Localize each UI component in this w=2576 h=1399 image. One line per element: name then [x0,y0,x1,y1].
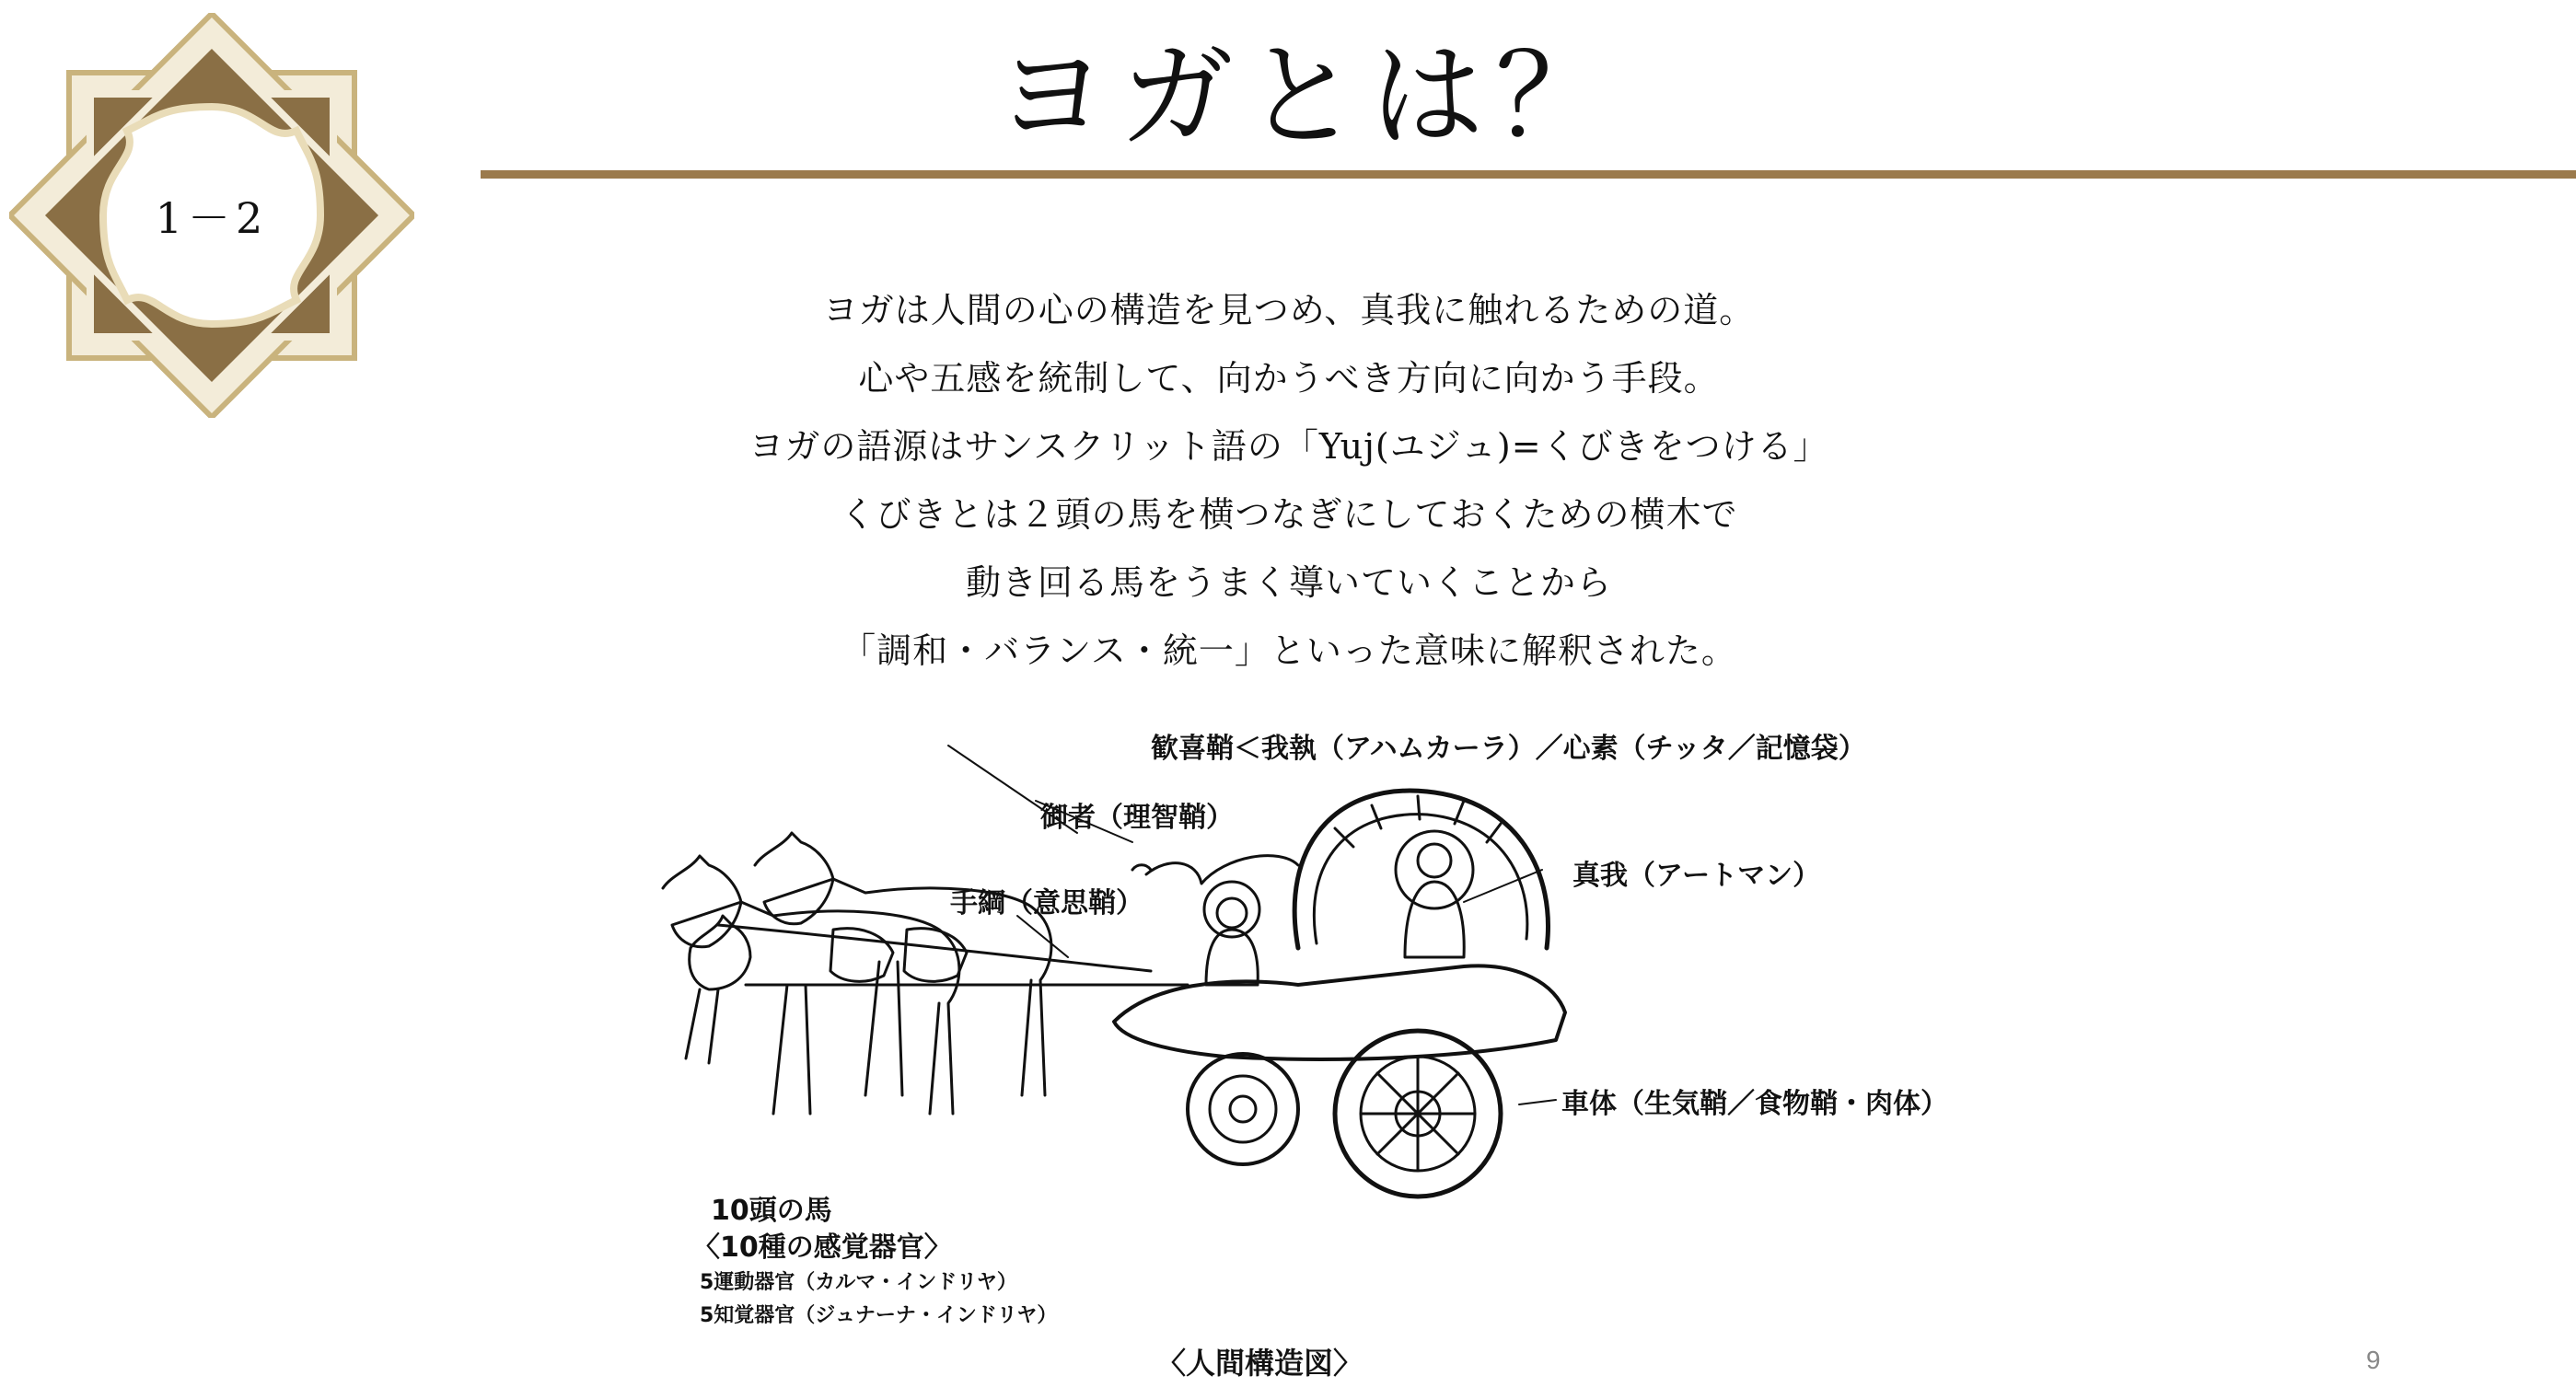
label-motor-organs: 5運動器官（カルマ・インドリヤ） [700,1271,1017,1294]
label-reins: 手綱（意思鞘） [950,887,1143,919]
body-line: ヨガの語源はサンスクリット語の「Yuj(ユジュ)=くびきをつける」 [748,426,1829,467]
label-chariot-body: 車体（生気鞘／食物鞘・肉体） [1561,1088,1948,1120]
page-number: 9 [2366,1346,2381,1374]
body-line: 動き回る馬をうまく導いていくことから [965,562,1612,603]
body-line: ヨガは人間の心の構造を見つめ、真我に触れるための道。 [822,290,1756,330]
figure-caption: 〈人間構造図〉 [1156,1346,1363,1381]
title-divider [481,170,2576,179]
body-line: 「調和・バランス・統一」といった意味に解釈された。 [841,630,1737,671]
chariot-diagram [635,709,1948,1264]
label-bliss-sheath: 歓喜鞘＜我執（アハムカーラ）／心素（チッタ／記憶袋） [1151,733,1866,765]
label-horses: 10頭の馬 [711,1195,832,1227]
body-text [571,276,2007,685]
label-driver: 御者（理智鞘） [1040,802,1234,834]
label-atman: 真我（アートマン） [1572,860,1821,892]
chariot-illustration [635,709,1943,1261]
label-sense-organs: 〈10種の感覚器官〉 [692,1231,952,1264]
section-number: 1－2 [155,193,269,243]
label-perception-organs: 5知覚器官（ジュナーナ・インドリヤ） [700,1304,1058,1327]
body-line: くびきとは２頭の馬を横つなぎにしておくための横木で [840,494,1738,535]
page-title: ヨガとは？ [994,30,1621,163]
body-line: 心や五感を統制して、向かうべき方向に向かう手段。 [858,358,1720,399]
